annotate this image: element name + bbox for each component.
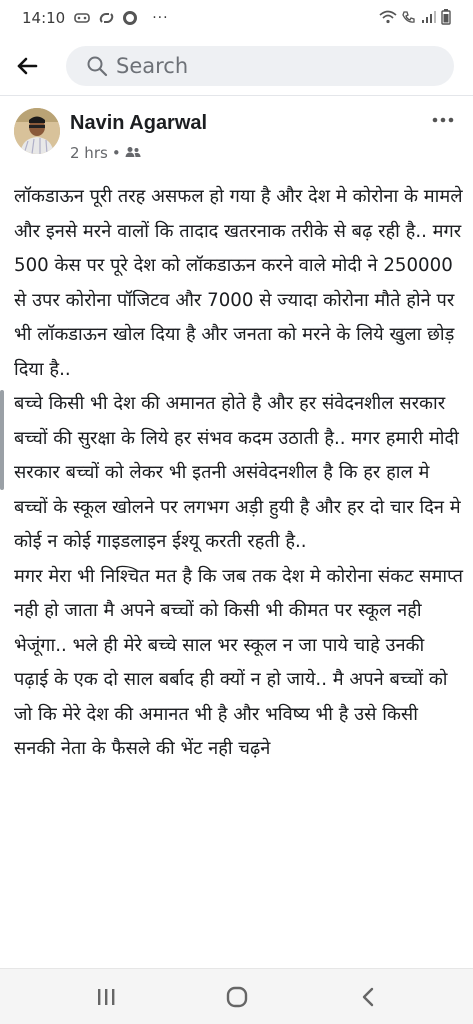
signal-icon xyxy=(421,10,437,27)
status-time: 14:10 xyxy=(22,9,66,27)
post-paragraph: मगर मेरा भी निश्चित मत है कि जब तक देश मे कोरोना संकट समाप्त नही हो जाता मै अपने बच्चों को किसी भी कीमत पर स्कूल नही भेजूंगा.. भले ही मेरे बच्चे साल भर स्कूल न जा पाये चाहे उनकी पढ़ाई के एक दो साल बर्बाद ही क्यों न हो जाये.. मै अपने बच्चों को जो कि मेरे देश की अमानत भी है और भविष्य भी है उसे किसी सनकी नेता के फैसले की भेंट नही चढ़ने xyxy=(14,565,464,759)
friends-icon xyxy=(125,144,141,162)
search-placeholder: Search xyxy=(116,54,189,78)
notification-icon xyxy=(74,12,90,24)
author-name[interactable]: Navin Agarwal xyxy=(70,112,208,134)
recent-apps-button[interactable] xyxy=(76,977,136,1017)
more-options-icon xyxy=(432,117,454,123)
home-icon xyxy=(226,986,248,1008)
home-button[interactable] xyxy=(207,977,267,1017)
post-text xyxy=(14,180,464,767)
avatar[interactable] xyxy=(14,108,60,154)
more-notifications-icon: ··· xyxy=(152,10,169,26)
back-arrow-icon xyxy=(16,57,38,75)
meta-separator: • xyxy=(111,144,121,162)
divider xyxy=(0,95,473,96)
nav-back-button[interactable] xyxy=(338,977,398,1017)
nav-back-icon xyxy=(361,987,375,1007)
link-notification-icon xyxy=(99,11,114,25)
post-time[interactable]: 2 hrs xyxy=(70,144,108,162)
scrollbar[interactable] xyxy=(0,390,4,490)
post-header xyxy=(0,100,473,170)
wifi-icon xyxy=(379,10,397,27)
post-paragraph: लॉकडाऊन पूरी तरह असफल हो गया है और देश मे कोरोना के मामले और इनसे मरने वालों कि तादाद खतरनाक तरीके से बढ़ रही है.. मगर 500 केस पर पूरे देश को लॉकडाऊन करने वाले मोदी ने 250000 से उपर कोरोना पॉजिटव और 7000 से ज्यादा कोरोना मौते होने पर भी लॉकडाऊन खोल दिया है और जनता को मरने के लिये खुला छोड़ दिया है.. xyxy=(14,186,463,380)
top-bar xyxy=(0,40,473,92)
status-bar xyxy=(0,0,473,36)
more-options-button[interactable] xyxy=(429,110,457,130)
post-paragraph: बच्चे किसी भी देश की अमानत होते है और हर संवेदनशील सरकार बच्चों की सुरक्षा के लिये हर संभव कदम उठाती है.. मगर हमारी मोदी सरकार बच्चों को लेकर भी इतनी असंवेदनशील है कि हर हाल मे बच्चों के स्कूल खोलने पर लगभग अड़ी हुयी है और हर दो चार दिन मे कोई न कोई गाइडलाइन ईश्यू करती रहती है.. xyxy=(14,393,461,552)
search-icon xyxy=(86,55,108,77)
recent-apps-icon xyxy=(96,988,116,1006)
call-icon xyxy=(401,10,417,27)
system-nav-bar xyxy=(0,968,473,1024)
circle-notification-icon xyxy=(123,11,137,25)
search-input[interactable] xyxy=(66,46,454,86)
back-button[interactable] xyxy=(0,40,54,92)
post-meta xyxy=(70,144,141,162)
battery-icon xyxy=(441,9,451,28)
